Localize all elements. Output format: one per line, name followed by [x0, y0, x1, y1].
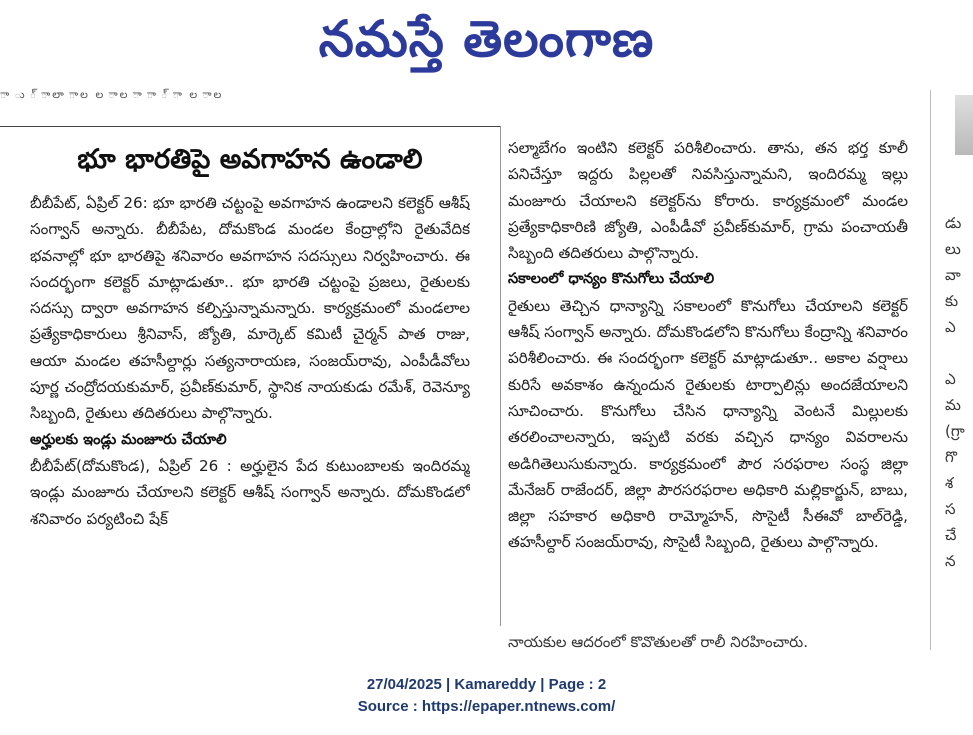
text-fragment: లు	[945, 240, 961, 258]
cut-off-text-line: ా ు ్ ాలా ాల ల ాల ా ా ్ ా ల ాల	[0, 88, 224, 101]
text-fragment: మ	[945, 396, 961, 414]
footer-date-edition: 27/04/2025 | Kamareddy | Page : 2	[366, 676, 607, 693]
right-column-divider	[930, 90, 931, 650]
text-fragment: ఎ	[945, 318, 956, 336]
footer-source: Source : https://epaper.ntnews.com/	[357, 698, 616, 715]
text-fragment: శ	[945, 474, 954, 492]
article-column-middle	[508, 135, 908, 610]
text-fragment: వా	[945, 266, 961, 284]
article-paragraph: బీబీపేట్(దోమకొండ), ఏప్రిల్ 26 : అర్హులైన పేద కుటుంబాలకు ఇందిరమ్మ ఇండ్లు మంజూరు చేయాలని కలెక్టర్ ఆశీష్ సంగ్వాన్ అన్నారు. దోమకొండలో శనివారం పర్యటించి షేక్	[30, 456, 470, 528]
cut-off-photo	[955, 95, 973, 155]
article-paragraph: సల్మాబేగం ఇంటిని కలెక్టర్ పరిశీలించారు. తాను, తన భర్త కూలీ పనిచేస్తూ ఇద్దరు పిల్లలతో నివసిస్తున్నామని, ఇందిరమ్మ ఇల్లు మంజూరు చేయాలని కలెక్టర్‌ను కోరారు. కార్యక్రమంలో మండల ప్రత్యేకాధికారిణి జ్యోతి, ఎంపీడీవో ప్రవీణ్‌కుమార్, గ్రామ పంచాయతీ సిబ్బంది తదితరులు పాల్గొన్నారు.	[508, 139, 908, 263]
cut-off-bottom-line: నాయకుల ఆదరంలో కొవొతులతో రాలీ నిరహించారు.	[508, 633, 808, 651]
text-fragment: (గ్రా	[945, 422, 965, 440]
footer	[0, 674, 973, 718]
article-headline: భూ భారతిపై అవగాహన ఉండాలి	[77, 144, 423, 175]
column-divider	[500, 126, 501, 626]
article-paragraph: బీబీపేట్, ఏప్రిల్ 26: భూ భారతి చట్టంపై అవగాహన ఉండాలని కలెక్టర్ ఆశీష్ సంగ్వాన్ అన్నారు. బీబీపేట, దోమకొండ మండల కేంద్రాల్లోని రైతువేదిక భవనాల్లో భూ భారతిపై శనివారం అవగాహన సదస్సులు నిర్వహించారు. ఈ సందర్భంగా కలెక్టర్ మాట్లాడుతూ.. భూ భారతి చట్టంపై ప్రజలు, రైతులకు సదస్సు ద్వారా అవగాహన కల్పిస్తున్నామన్నారు. కార్యక్రమంలో మండలాల ప్రత్యేకాధికారులు శ్రీనివాస్, జ్యోతి, మార్కెట్ కమిటీ చైర్మన్ పాత రాజు, ఆయా మండల తహసీల్దార్లు సత్యనారాయణ, సంజయ్‌రావు, ఎంపీడీవోలు పూర్ణ చంద్రోదయకుమార్, ప్రవీణ్‌కుమార్, స్థానిక నాయకుడు రమేశ్, రెవెన్యూ సిబ్బంది, రైతులు తదితరులు పాల్గొన్నారు.	[30, 194, 470, 423]
article-column-left	[30, 190, 470, 610]
article-subhead: సకాలంలో ధాన్యం కొనుగోలు చేయాలి	[508, 271, 715, 288]
top-divider	[0, 126, 500, 127]
text-fragment: చే	[945, 526, 957, 544]
text-fragment	[945, 340, 973, 366]
text-fragment: కు	[945, 292, 959, 310]
article-subhead: అర్హులకు ఇండ్లు మంజూరు చేయాలి	[30, 431, 227, 448]
text-fragment: గొ	[945, 448, 957, 466]
text-fragment: డు	[945, 214, 962, 232]
article-paragraph: రైతులు తెచ్చిన ధాన్యాన్ని సకాలంలో కొనుగోలు చేయాలని కలెక్టర్ ఆశీష్ సంగ్వాన్ అన్నారు. దోమకొండలోని కొనుగోలు కేంద్రాన్ని శనివారం పరిశీలించారు. ఈ సందర్భంగా కలెక్టర్ మాట్లాడుతూ.. అకాల వర్షాలు కురిసే అవకాశం ఉన్నందున రైతులకు టార్పాలిన్లు అందజేయాలని సూచించారు. కొనుగోలు చేసిన ధాన్యాన్ని వెంటనే మిల్లులకు తరలించాలన్నారు, ఇప్పటి వరకు వచ్చిన ధాన్యం వివరాలను అడిగితెలుసుకున్నారు. కార్యక్రమంలో పౌర సరఫరాల సంస్థ జిల్లా మేనేజర్ రాజేందర్, జిల్లా పౌరసరఫరాల అధికారి మల్లికార్జున్, బాబు, జిల్లా సహకార అధికారి రామ్మోహన్, సొసైటీ సీఈవో బాల్‌రెడ్డి, తహసీల్దార్ సంజయ్‌రావు, సొసైటీ సిబ్బంది, రైతులు పాల్గొన్నారు.	[508, 296, 908, 552]
text-fragment: ఎ	[945, 370, 956, 388]
text-fragment: స	[945, 500, 956, 518]
masthead-title: నమస్తే తెలంగాణ	[318, 10, 655, 68]
text-fragment: న	[945, 552, 956, 570]
cut-off-right-column	[945, 210, 973, 660]
